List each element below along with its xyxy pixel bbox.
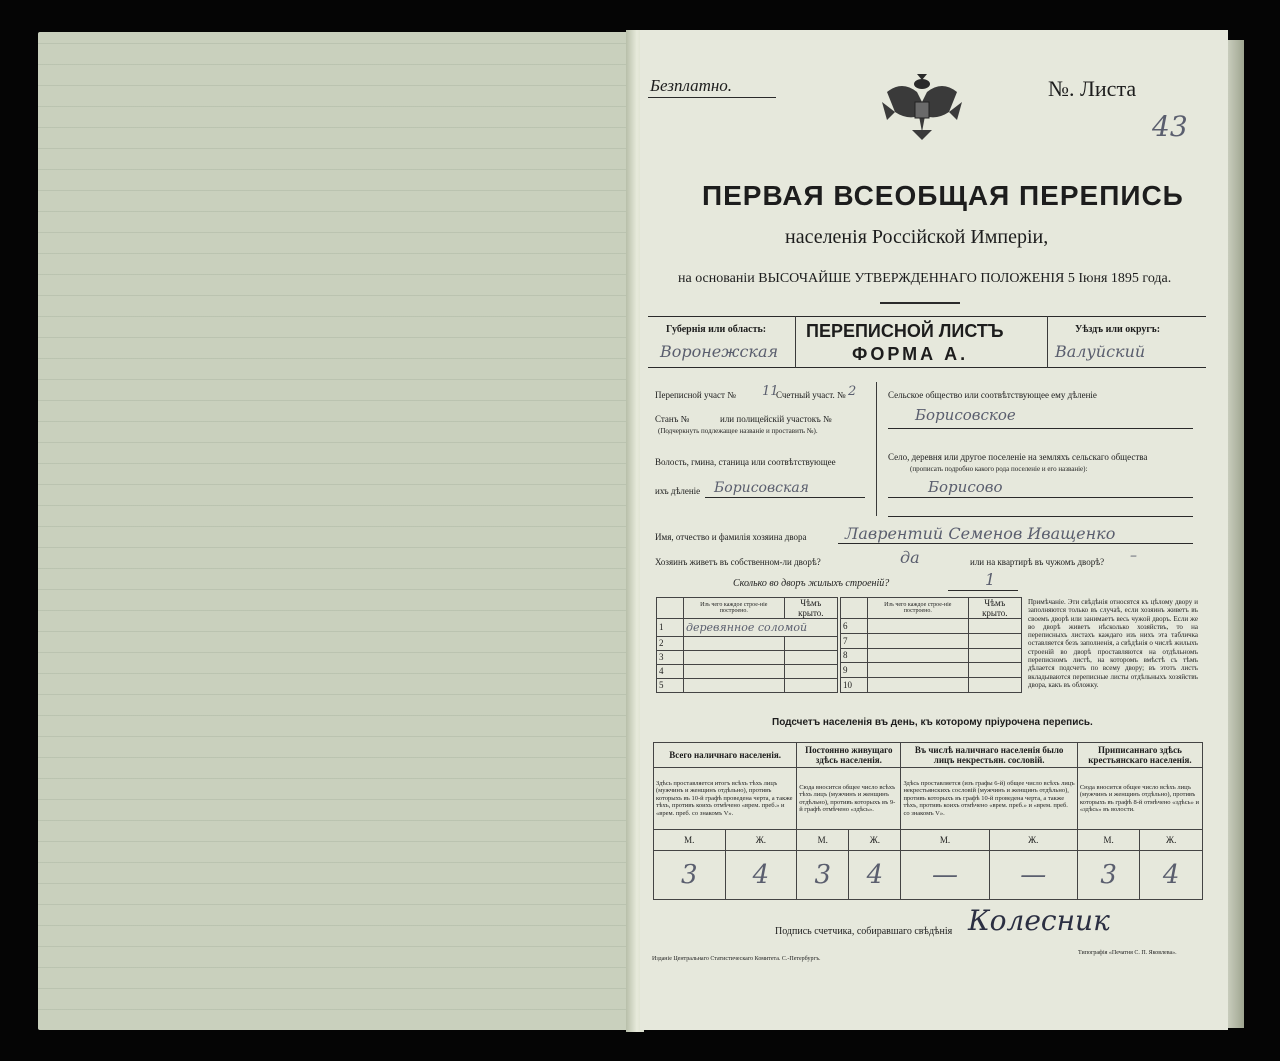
count-value: 3 [1077, 851, 1140, 900]
female-header: Ж. [849, 829, 901, 850]
population-count-table [653, 742, 1203, 900]
note-text: Примѣчаніе. Эти свѣдѣнія относятся къ цѣлому двору и заполняются только въ случаѣ, если хозяинъ живетъ въ своемъ дворѣ или занимаетъ весь чужой дворъ. Если же во дворѣ живетъ нѣсколько хозяйствъ, то на переписныхъ листахъ каждаго изъ нихъ эта табличка оставляется безъ заполненія, а свѣдѣнія о числѣ жилыхъ строеній во дворѣ проставляются на отдѣльномъ переписномъ листѣ, на которомъ вмѣстѣ съ тѣмъ дѣлается подсчетъ по всему двору; въ этотъ листъ вкладываются переписные листы отдѣльныхъ хозяйствъ двора, какъ въ обложку. [1028, 598, 1198, 689]
census-title: ПЕРВАЯ ВСЕОБЩАЯ ПЕРЕПИСЬ [702, 180, 1184, 211]
village-label: Село, деревня или другое поселеніе на земляхъ сельскаго общества [888, 452, 1148, 462]
row-number: 8 [841, 648, 868, 663]
sheet-number-label: №. Листа [1048, 76, 1137, 101]
census-basis: на основаніи ВЫСОЧАЙШЕ УТВЕРЖДЕННАГО ПОЛОЖЕНІЯ 5 Іюня 1895 года. [678, 271, 1172, 286]
volost-label: Волость, гмина, станица или соотвѣтствующее [655, 457, 836, 467]
female-header: Ж. [725, 829, 797, 850]
left-page [38, 32, 636, 1030]
count-value: 4 [1140, 851, 1203, 900]
police-label: или полицейскій участокъ № [720, 414, 832, 424]
female-header: Ж. [989, 829, 1077, 850]
enumerator-signature: Колесник [968, 904, 1110, 937]
rural-society-value: Борисовское [915, 406, 1016, 424]
count-col-head: Приписаннаго здѣсь крестьянскаго населенія. [1077, 743, 1202, 768]
row-number: 9 [841, 663, 868, 678]
own-yard-value: да [900, 548, 920, 567]
village-note: (прописать подробно какого рода поселеніе и его названіе): [910, 465, 1088, 473]
count-value: 4 [725, 851, 797, 900]
province-value: Воронежская [660, 342, 779, 361]
row-number: 3 [657, 650, 684, 664]
buildings-col-roof: Чѣмъ крыто. [784, 598, 837, 619]
buildings-col-material: Изъ чего каждое строе-ніе построено. [868, 598, 969, 619]
district-label: Уѣздъ или округъ: [1075, 324, 1161, 335]
male-header: М. [1077, 829, 1140, 850]
count-col-desc: Здѣсь проставляется итогъ всѣхъ тѣхъ лицъ (мужчинъ и женщинъ отдѣльно), противъ которыхъ въ 10-й графѣ проведена черта, а также тѣхъ, противъ коихъ отмѣчено «врем. преб.» и «врем. преб. со знакомъ V». [654, 768, 797, 830]
count-col-desc: Сюда вносится общее число всѣхъ лицъ (мужчинъ и женщинъ отдѣльно), противъ которыхъ въ графѣ 8-й отмѣчено «здѣсь» и «здѣсь» въ волости. [1077, 768, 1202, 830]
buildings-label: Сколько во дворъ жилыхъ строеній? [733, 578, 890, 589]
row-number: 2 [657, 636, 684, 650]
rented-value: – [1130, 548, 1137, 564]
own-yard-label: Хозяинъ живетъ въ собственном-ли дворѣ? [655, 557, 821, 567]
census-area-label: Переписной участ № [655, 390, 736, 400]
buildings-table-left [656, 597, 838, 693]
row-number: 1 [657, 619, 684, 637]
form-title: ПЕРЕПИСНОЙ ЛИСТЪ [806, 321, 1004, 341]
count-col-head: Постоянно живущаго здѣсь населенія. [797, 743, 901, 768]
volost-value: Борисовская [714, 480, 809, 496]
buildings-col-roof: Чѣмъ крыто. [968, 598, 1021, 619]
count-col-head: Въ числѣ наличнаго населенія было лицъ некрестьян. сословій. [901, 743, 1077, 768]
row-number: 7 [841, 633, 868, 648]
owner-label: Имя, отчество и фамилія хозяина двора [655, 532, 807, 542]
stan-label: Станъ № [655, 414, 690, 424]
owner-value: Лаврентий Семенов Иващенко [845, 524, 1116, 543]
building-1-value: деревянное соломой [684, 619, 838, 637]
count-value: 4 [849, 851, 901, 900]
count-col-desc: Здѣсь проставляется (изъ графы 6-й) общее число всѣхъ лицъ некрестьянскихъ сословій (мужчинъ и женщинъ отдѣльно), противъ которыхъ въ графѣ 10-й проведена черта, а также тѣхъ, противъ коихъ отмѣчено «врем. преб.» и «врем. преб. со знакомъ V». [901, 768, 1077, 830]
footer-left: Изданіе Центральнаго Статистическаго Комитета. С.-Петербургъ. [652, 956, 821, 962]
count-value: — [989, 851, 1077, 900]
count-area-label: Счетный участ. № [776, 390, 846, 400]
count-value: 3 [797, 851, 849, 900]
count-col-desc: Сюда вносится общее число всѣхъ тѣхъ лицъ (мужчинъ и женщинъ отдѣльно), противъ которыхъ въ 9-й графѣ отмѣчено «здѣсь». [797, 768, 901, 830]
row-number: 6 [841, 619, 868, 634]
footer-right: Типографія «Печатня С. П. Яковлева». [1078, 950, 1177, 956]
buildings-table-right [840, 597, 1022, 693]
rural-society-label: Сельское общество или соотвѣтствующее ему дѣленіе [888, 390, 1097, 400]
sheet-number-value: 43 [1152, 110, 1188, 143]
count-value: 3 [654, 851, 726, 900]
row-number: 10 [841, 678, 868, 693]
count-title: Подсчетъ населенія въ день, къ которому пріурочена перепись. [772, 717, 1093, 728]
stan-note: (Подчеркнуть подлежащее названіе и проставить №). [658, 427, 818, 435]
count-area-value: 2 [848, 384, 857, 399]
signature-label: Подпись счетчика, собиравшаго свѣдѣнія [775, 926, 953, 937]
male-header: М. [901, 829, 989, 850]
male-header: М. [654, 829, 726, 850]
male-header: М. [797, 829, 849, 850]
census-subtitle: населенія Россійской Имперіи, [785, 226, 1049, 248]
rented-label: или на квартирѣ въ чужомъ дворѣ? [970, 557, 1105, 567]
buildings-value: 1 [985, 570, 996, 589]
page-edge [1228, 40, 1244, 1028]
double-headed-eagle-emblem [877, 72, 967, 144]
province-label: Губернія или область: [666, 324, 767, 335]
row-number: 4 [657, 664, 684, 678]
count-col-head: Всего наличнаго населенія. [654, 743, 797, 768]
female-header: Ж. [1140, 829, 1203, 850]
district-value: Валуйский [1055, 342, 1146, 361]
row-number: 5 [657, 678, 684, 692]
volost-label-2: ихъ дѣленіе [655, 486, 701, 496]
census-area-value: 11 [762, 384, 779, 399]
free-label: Безплатно. [650, 76, 733, 95]
village-value: Борисово [928, 478, 1003, 496]
buildings-col-material: Изъ чего каждое строе-ніе построено. [684, 598, 785, 619]
count-value: — [901, 851, 989, 900]
ornament-divider [880, 302, 960, 304]
form-subtitle: ФОРМА А. [852, 344, 969, 364]
